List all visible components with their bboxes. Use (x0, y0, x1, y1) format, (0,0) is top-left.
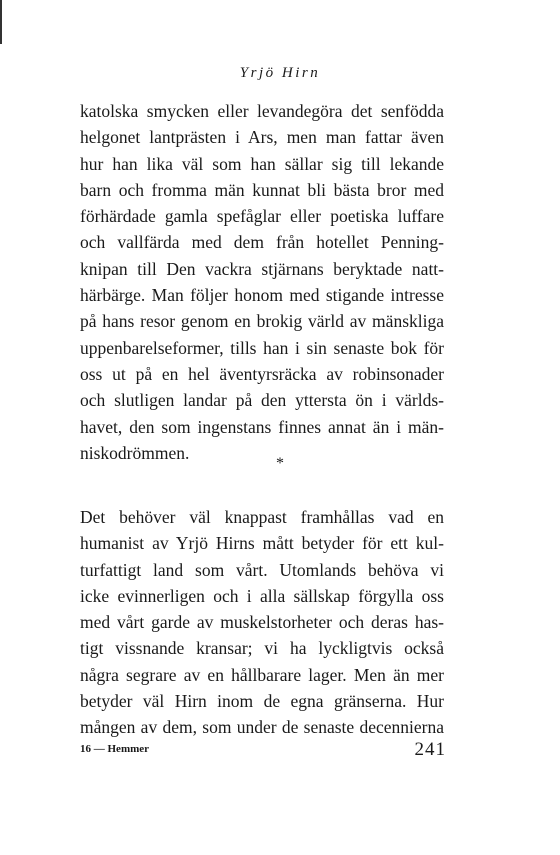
text-line: och vallfärda med dem från hotellet Penning- (80, 232, 444, 253)
text-line: förhärdade gamla spefåglar eller poetiska luffare (80, 206, 444, 227)
text-line: Det behöver väl knappast framhållas vad en (80, 507, 444, 527)
text-line: uppenbarelseformer, tills han i sin senaste bok för (80, 337, 444, 358)
text-line: icke evinnerligen och i alla sällskap förgylla oss (80, 585, 444, 606)
text-line: helgonet lantprästen i Ars, men man fattar även (80, 127, 444, 148)
paragraph-2 (80, 504, 444, 741)
paragraph-1 (80, 98, 444, 466)
running-title: Yrjö Hirn (239, 65, 321, 81)
text-line: humanist av Yrjö Hirns mått betyder för ett kul- (80, 533, 444, 554)
text-line: betyder väl Hirn inom de egna gränserna. Hur (80, 691, 444, 712)
page-edge-rule (0, 0, 2, 44)
page-number: 241 (414, 739, 446, 760)
section-break-asterisk: * (276, 455, 284, 472)
signature-mark: 16 — Hemmer (80, 743, 150, 755)
text-line: katolska smycken eller levandegöra det senfödda (80, 101, 444, 121)
text-line: hur han lika väl som han sällar sig till lekande (80, 153, 444, 174)
text-line: havet, den som ingenstans finnes annat än i män- (80, 416, 444, 437)
text-line: turfattigt land som vårt. Utomlands behöva vi (80, 559, 444, 580)
text-line: mången av dem, som under de senaste decennierna (80, 717, 444, 738)
text-line: några segrare av en hållbarare lager. Men än mer (80, 664, 444, 685)
text-line: knipan till Den vackra stjärnans beryktade natt- (80, 258, 444, 279)
text-line: niskodrömmen. (80, 442, 190, 463)
text-line: oss ut på en hel äventyrsräcka av robinsonader (80, 363, 444, 384)
text-line: på hans resor genom en brokig värld av mänskliga (80, 311, 444, 332)
text-line: och slutligen landar på den yttersta ön i världs- (80, 390, 444, 411)
text-line: tigt vissnande kransar; vi ha lyckligtvis också (80, 638, 444, 659)
text-line: härbärge. Man följer honom med stigande intresse (80, 285, 444, 306)
text-line: barn och fromma män kunnat bli bästa bror med (80, 179, 444, 200)
text-line: med vårt garde av muskelstorheter och deras has- (80, 612, 444, 633)
